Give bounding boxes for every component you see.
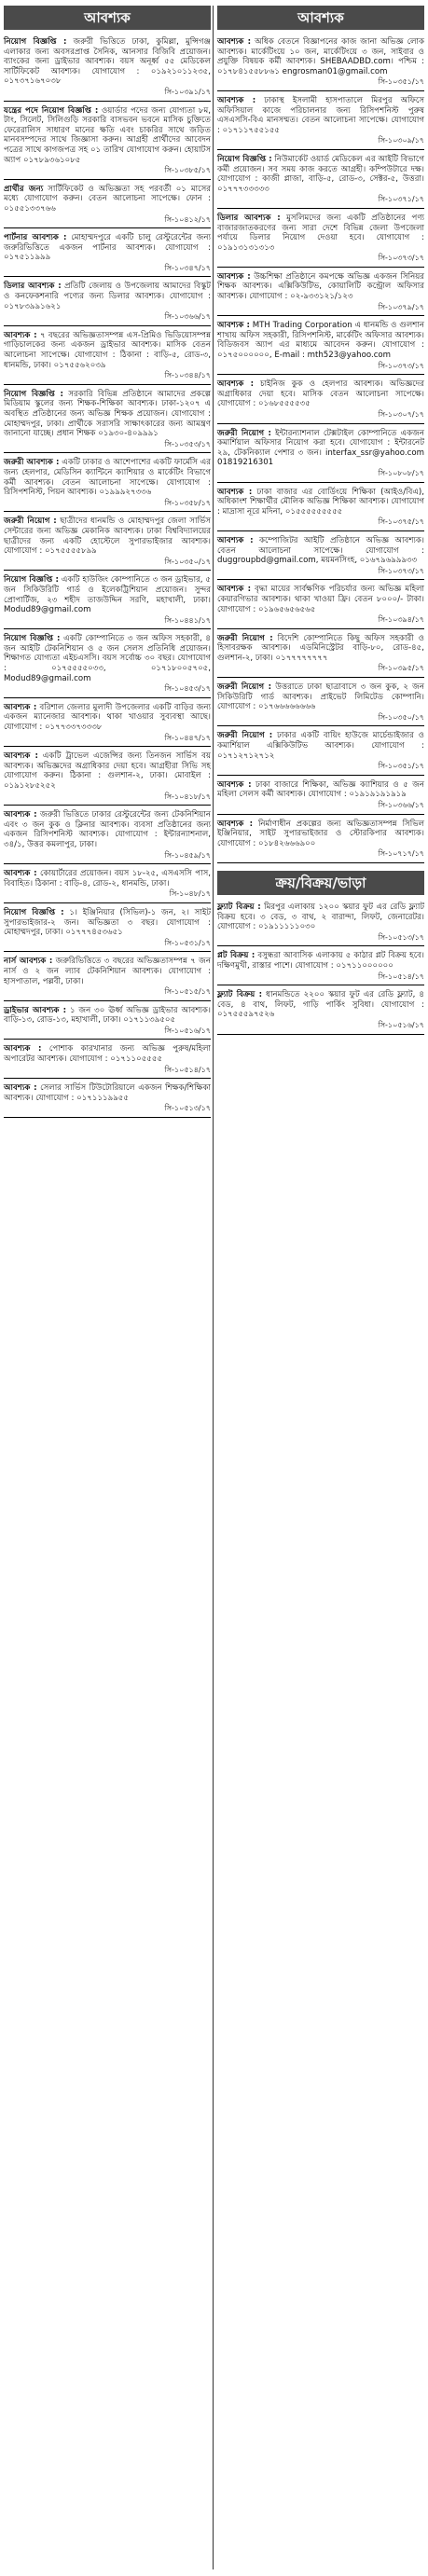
ad-lead: ডিলার আবশ্যক : xyxy=(217,213,281,223)
ad-reference: সি-১০৩৪৪/১৭ xyxy=(164,371,211,380)
ad-body: ৭ বছরের অভিজ্ঞতাসম্পন্ন এস-প্রিমিও ভিডিয়োসম্পন্ন গাড়িচালকের জন্য একজন ড্রাইভার আবশ্যক। মাসিক বেতন আলোচনা সাপেক্ষে। যোগাযোগ : ঠিকানা : বাড়ি-৫, রোড-৩, ধানমন্ডি, ঢাকা। ০১৭৫৫৬২০৩৯ xyxy=(4,330,212,370)
classified-ad xyxy=(217,534,424,580)
classified-ad xyxy=(4,701,211,747)
ad-lead: জরুরী নিয়োগ : xyxy=(217,428,271,438)
ad-reference: সি-১০৫১৩/১৭ xyxy=(164,1104,211,1113)
classified-ad xyxy=(217,901,424,946)
ad-body: অধিক বেতনে বিজ্ঞাপনের কাজ জানা অভিজ্ঞ লোক আবশ্যক। মার্কেটিংয়ে ১০ জন, মার্কেটিংয়ে ৩ জন, সাইবার ও প্রযুক্তি বিষয়ক কর্মী আবশ্যক। SHEBAADBD.com। পশ্চিম : ০১৭৮৪১৫৫৮৮৬১ engrosman01@gmail.com xyxy=(217,37,424,76)
ad-reference: সি-১০৫৩১/১৭ xyxy=(164,938,211,947)
classified-ad xyxy=(217,153,424,209)
ad-lead: জরুরী নিয়োগ : xyxy=(217,633,273,643)
ad-body: কোয়ার্টারের প্রয়োজন। বয়স ১৮-২৫, এসএসসি পাস, বিবাহিত। ঠিকানা : বাড়ি-৪, রোড-২, ধানমন্ডি, ঢাকা। xyxy=(4,869,212,889)
classified-ad xyxy=(4,329,211,385)
ad-reference: সি-১০৪৫৩/১৭ xyxy=(164,684,211,694)
ad-reference: সি-১০৩৭১/১৭ xyxy=(378,195,424,204)
classified-ad xyxy=(217,729,424,775)
ad-lead: আবশ্যক : xyxy=(217,819,254,829)
ad-body: নিউমার্কেট ওয়ার্ড মেডিকেল এর আইটি বিভাগে কর্মী প্রয়োজন। সব সময় কাজ করতে আগ্রহী। কম্পিউটারে দক্ষ। যোগাযোগ : কাজী প্লাজা, বাড়ি-৫, রোড-৩, সেক্টর-৫, উত্তরা। ০১৭৭৭৩৩৩৩৩ xyxy=(217,154,425,194)
classified-ad xyxy=(217,35,424,91)
classified-ad xyxy=(4,1004,211,1040)
ad-reference: সি-১০৩৭৩/১৭ xyxy=(378,254,424,263)
right-ads-list xyxy=(217,35,424,863)
ad-lead: জরুরী নিয়োগ : xyxy=(217,682,272,693)
ad-reference: সি-১০৩০৭/১৭ xyxy=(378,410,424,419)
classified-ad xyxy=(4,573,211,629)
ad-body: ছাত্রীদের ধানমন্ডি ও মোহাম্মদপুর জেলা সার্ভিস সেন্টারের জন্য অভিজ্ঞ মেকানিক আবশ্যক। ঢাকা বিশ্ববিদ্যালয়ের ছাত্রীদের জন্য একটি হোস্টেলে সুপারভাইজার আবশ্যক। যোগাযোগ : ০১৭৫৫৫৫৮৯৯ xyxy=(4,517,211,557)
ad-reference: সি-১০৩৭৫/১৭ xyxy=(378,517,424,527)
ad-body: বরিশাল জেলার মুলাদী উপজেলার একটি বাড়ির জন্য একজন ম্যানেজার আবশ্যক। থাকা খাওয়ার সুব্যবস্থা আছে। যোগাযোগ : ০১৭৭৩৩৭৩৩৩৮ xyxy=(4,702,211,733)
ad-body: নির্মাণাধীন প্রকল্পের জন্য অভিজ্ঞতাসম্পন্ন সিভিল ইঞ্জিনিয়ার, সাইট সুপারভাইজার ও স্টোরকিপার আবশ্যক। যোগাযোগ : ০১৮৪২৬৬৬৯০০ xyxy=(217,819,425,848)
classified-ad xyxy=(4,35,211,102)
buy-sell-rent-list xyxy=(217,901,424,1035)
ad-reference: সি-১০৩৫০/১৭ xyxy=(164,557,211,566)
classified-ad xyxy=(4,632,211,698)
ad-body: একটি কোম্পানিতে ৩ জন অফিস সহকারী, ৪ জন আইটি টেকনিশিয়ান ও ৫ জন সেলস প্রতিনিধি প্রয়োজন। শিক্ষাগত যোগ্যতা এইচএসসি। বয়স সর্বোচ্চ ৩০ বছর। যোগাযোগ : ০১৭৫৫৫৫০৩৩, ০১৭১৮০০৫৭০৫, Modud89@gmail.com xyxy=(4,634,211,683)
ad-lead: আবশ্যক : xyxy=(217,321,250,331)
ad-body: বসুন্ধরা আবাসিক এলাকায় ৫ কাঠার প্লট বিক্রয় হবে। দক্ষিণমুখী, রাস্তার পাশে। যোগাযোগ : ০১৭১১০০০০০০ xyxy=(217,951,425,971)
ad-lead: ডিলার আবশ্যক : xyxy=(4,282,62,292)
ad-body: সার্টিফিকেট ও অভিজ্ঞতা সহ পরবর্তী ০১ মাসের মধ্যে যোগাযোগ করুন। বেতন আলোচনা সাপেক্ষে। ফোন : ০১৫৫১৩৩৭৬৬ xyxy=(4,184,211,214)
ad-body: জরুরী ভিত্তিতে ঢাকা, কুমিল্লা, মুন্সিগঞ্জ এলাকার জন্য অবসরপ্রাপ্ত সৈনিক, আনসার বিজিবি প্রয়োজন। ব্যাংকের জন্য ড্রাইভার আবশ্যক। বয়স অনূর্ধ্ব ৫৫ মেডিকেল সার্টিফিকেট আবশ্যক। যোগাযোগ : ০১৯২১০১১২৩৫, ০১৭৩৭১৬৭০৩৮ xyxy=(4,37,211,87)
ad-body: মুসলিমদের জন্য একটি প্রতিষ্ঠানের পণ্য বাজারজাতকরণের জন্য সারা দেশে বিভিন্ন জেলা উপজেলা পর্যায়ে ডিলার নিয়োগ দেওয়া হবে। যোগাযোগ : ০১৯১৩১৩১৩১৩ xyxy=(217,213,425,253)
ad-reference: সি-১০৪১২/১৭ xyxy=(164,214,211,224)
ad-lead: আবশ্যক : xyxy=(4,1083,37,1094)
ad-body: ১। ইঞ্জিনিয়ার (সিভিল)-১ জন, ২। সাইট সুপারভাইজার-২ জন। অভিজ্ঞতা ৩ বছর। যোগাযোগ : মোহাম্মদপুর, ঢাকা। ০১৭৭৭৪৫৩৬৫১ xyxy=(4,907,212,938)
ad-reference: সি-১০৭১৭/১৭ xyxy=(378,849,424,859)
ad-reference: সি-১০৫১৩/১৭ xyxy=(378,932,424,942)
right-column xyxy=(217,6,424,1038)
ad-reference: সি-১০৩৫৮/১৭ xyxy=(164,498,211,507)
ad-lead: যন্ত্রের পদে নিয়োগ বিজ্ঞপ্তি : xyxy=(4,105,99,116)
ad-lead: আবশ্যক : xyxy=(4,1044,42,1054)
ad-reference: সি-১০৪১৮/১৭ xyxy=(164,792,211,801)
ad-lead: ড্রাইভার আবশ্যক : xyxy=(4,1005,67,1015)
ad-reference: সি-১০৫১৬/১৭ xyxy=(378,1020,424,1029)
classified-ad xyxy=(4,280,211,325)
ad-lead: প্লট বিক্রয় : xyxy=(217,951,255,961)
ad-reference: সি-১০৫১৬/১৭ xyxy=(164,1026,211,1035)
ad-lead: আবশ্যক : xyxy=(217,95,256,105)
classified-ad xyxy=(217,212,424,268)
ad-body: ধানমন্ডিতে ২২০০ স্কয়ার ফুট এর রেডি ফ্ল্যাট, ৪ বেড, ৪ বাথ, লিফট, গাড়ি পার্কিং সুবিধা। যোগাযোগ : ০১৭৫৫৫৯৭৫২৬ xyxy=(217,990,424,1020)
classified-ad xyxy=(217,270,424,316)
classified-ad xyxy=(217,94,424,150)
ad-body: মিরপুর এলাকায় ১২০০ স্কয়ার ফুট এর রেডি ফ্ল্যাট বিক্রয় হবে। ৩ বেড, ৩ বাথ, ২ বারান্দা, লিফট, জেনারেটর। যোগাযোগ : ০১৯১১১১১০৩০ xyxy=(217,902,424,932)
ad-lead: নিয়োগ বিজ্ঞপ্তি : xyxy=(4,37,67,47)
classified-ad xyxy=(4,183,211,228)
classified-ad xyxy=(4,1081,211,1118)
left-ads-list xyxy=(4,35,211,1118)
ad-lead: আবশ্যক : xyxy=(4,869,37,879)
ad-lead: আবশ্যক : xyxy=(217,271,251,282)
ad-reference: সি-১০৮০৮/১৭ xyxy=(378,468,424,477)
classified-ad xyxy=(217,949,424,985)
ad-body: মোহাম্মদপুরে একটি চালু রেস্টুরেন্টের জন্য জরুরিভিত্তিতে একজন পার্টনার আবশ্যক। যোগাযোগ : ০১৭৫১১৯৯৯ xyxy=(4,233,211,263)
ad-lead: জরুরী নিয়োগ : xyxy=(4,517,57,527)
ad-lead: পার্টনার আবশ্যক : xyxy=(4,233,67,243)
classified-ad xyxy=(217,583,424,628)
ad-reference: সি-১০৩৯১/১৭ xyxy=(164,87,211,96)
classified-ad xyxy=(4,456,211,512)
classified-ad xyxy=(4,750,211,806)
ad-body: পোশাক কারখানার জন্য অভিজ্ঞ পুরুষ/মহিলা অপারেটর আবশ্যক। যোগাযোগ : ০১৭১১০৫৫৫৫ xyxy=(4,1044,211,1065)
classified-ad xyxy=(4,808,211,864)
ad-reference: সি-১০৫১৫/১৭ xyxy=(164,987,211,997)
ad-lead: আবশ্যক : xyxy=(217,37,252,47)
ad-lead: নিয়োগ বিজ্ঞপ্তি : xyxy=(4,907,64,917)
classified-ad xyxy=(217,319,424,375)
ad-body: প্রতিটি জেলায় ও উপজেলায় আমাদের বিস্কুট ও কনফেকশনারি পণ্যের জন্য ডিলার আবশ্যক। যোগাযোগ : ০১৭৮৩৯৯১৬২১ xyxy=(4,282,211,311)
ad-body: ঢাকা বাজার এর বোর্ডিংয়ে শিক্ষিকা (আইও/বিএ), অধিকাংশ শিক্ষার্থীর মৌলিক অভিজ্ঞ শিক্ষিকা আবশ্যক। যোগাযোগ : মাদ্রাসা নূরে মদিনা, ০১৫৫৫৫৫৫৫৫৫ xyxy=(217,487,425,517)
ad-body: ওয়ার্ডার পদের জন্য যোগ্যতা ৮ম, টাং, সিলেট, সিলিগুড়ি সরকারি বাসভবন ভবনে মাসিক চুক্তিতে ফেরেরালিস সাধারণ মানের ক্ষতি এবং চাকরির সাথে জড়িত মানবসম্পদের সাথে জিজ্ঞাসা করুন। আগ্রহী প্রার্থীদের আবেদন পত্রের সাথে কাগজপত্র সহ ০১ তারিখ যোগাযোগ করুন। হোয়াটস অ্যাপ ০১৭৮৯৩৬১০৮৫ xyxy=(4,105,212,165)
ad-body: একটি ঢাকার ও আশেপাশের একটি ফার্মেসি এর জন্য হেলপার, মেডিসিন ক্যান্টিনে ক্যাশিয়ার ও মার্কেটিং বিভাগে কর্মী আবশ্যক। বেতন আলোচনা সাপেক্ষে। যোগাযোগ : রিসিপশনিস্ট, পিয়ন আবশ্যক। ০১৯৯৯২৭৩৩৬ xyxy=(4,458,212,498)
ad-body: একটি ট্রাভেল এজেন্সির জন্য তিনজন সার্ভিস বয় আবশ্যক। অভিজ্ঞদের অগ্রাধিকার দেয়া হবে। আগ্রহীরা সিভি সহ যোগাযোগ করুন। ঠিকানা : গুলশান-২, ঢাকা। মোবাইল : ০১৯১২৮৫২৫২ xyxy=(4,751,212,791)
classified-ad xyxy=(217,681,424,726)
ad-reference: সি-১০৩০৯/১৭ xyxy=(378,136,424,145)
ad-lead: আবশ্যক : xyxy=(217,585,252,595)
ad-reference: সি-১০৫১৪/১৭ xyxy=(378,971,424,981)
ad-body: কম্পোজিটর আইটি প্রতিষ্ঠানে অভিজ্ঞ আবশ্যক। বেতন আলোচনা সাপেক্ষে। যোগাযোগ : duggroupbd@gmail.com, ময়মনসিংহ, ০১৬৭৯৬৯৯৯৩৩ xyxy=(217,535,424,566)
ad-body: একটি হাউজিং কোম্পানিতে ৩ জন ড্রাইভার, ৫ জন সিকিউরিটি গার্ড ও ইলেকট্রিশিয়ান প্রয়োজন। সুন্দর প্রোপার্টিজ, ২৩ শহীদ তাজউদ্দিন সরণি, মহাখালী, ঢাকা। Modud89@gmail.com xyxy=(4,575,212,615)
ad-reference: সি-১০৪৫৯/১৭ xyxy=(164,850,211,860)
classified-ad xyxy=(217,427,424,483)
ad-reference: সি-১০৩৭৩/১৭ xyxy=(378,361,424,370)
ad-lead: আবশ্যক : xyxy=(217,379,255,390)
column-divider xyxy=(213,6,214,2569)
classified-ad xyxy=(4,1042,211,1079)
ad-body: বিদেশি কোম্পানিতে কিছু অফিস সহকারী ও হিসাবরক্ষক আবশ্যক। এডমিনিস্ট্রেটর বাড়ি-৮০, রোড-৪৫, গুলশান-২, ঢাকা। ০১৭৭৭৭৭৭৭৭ xyxy=(217,633,425,663)
classified-ad xyxy=(217,988,424,1034)
ad-lead: আবশ্যক : xyxy=(217,779,252,790)
ad-body: বৃদ্ধা মায়ের সার্বক্ষণিক পরিচর্যার জন্য অভিজ্ঞ মহিলা কেয়ারগিভার আবশ্যক। থাকা খাওয়া ফ্রি। বেতন ৮০০০/- টাকা। যোগাযোগ : ০১৯৬৫৬৫৬৫৬৫ xyxy=(217,585,425,614)
ad-lead: আবশ্যক : xyxy=(4,702,37,712)
ad-body: সরকারি বিভিন্ন প্রতিষ্ঠানে আমাদের প্রকল্পে মিডিয়াম স্কুলের জন্য শিক্ষক-শিক্ষিকা আবশ্যক। ঢাকা-১২০৭ এ অবস্থিত প্রতিষ্ঠানের জন্য অভিজ্ঞ শিক্ষক প্রয়োজন। যোগাযোগ : মোহাম্মদপুর, ঢাকা। প্রার্থীকে সরাসরি সাক্ষাৎকারের জন্য আমন্ত্রণ জানানো যাচ্ছে। প্রধান শিক্ষক ০১৯৩০-৪০৯৯৯১ xyxy=(4,389,211,439)
ad-lead: আবশ্যক : xyxy=(217,535,254,545)
ad-reference: সি-১০৩৮৫/১৭ xyxy=(164,166,211,175)
classified-ad xyxy=(217,378,424,423)
ad-lead: নার্স আবশ্যক : xyxy=(4,957,53,967)
ad-reference: সি-১০৪৪১/১৭ xyxy=(164,615,211,625)
classified-ad xyxy=(217,486,424,531)
ad-reference: সি-১০৩৫৩/১৭ xyxy=(164,439,211,448)
buy-sell-rent-header: ক্রয়/বিক্রয়/ভাড়া xyxy=(217,871,424,895)
ad-lead: নিয়োগ বিজ্ঞপ্তি : xyxy=(4,389,63,399)
ad-body: উত্তরাতে ঢাকা ছাত্রাবাসে ৩ জন কুক, ২ জন সিকিউরিটি গার্ড আবশ্যক। প্রাইভেট লিমিটেড কোম্পানি। যোগাযোগ : ০১৭৬৬৬৬৬৬৬৬ xyxy=(217,682,425,712)
ad-lead: আবশ্যক : xyxy=(4,330,37,340)
ad-reference: সি-১০৩৬৬/১৭ xyxy=(378,801,424,809)
ad-reference: সি-১০৩৪৭/১৭ xyxy=(164,263,211,272)
classified-ad xyxy=(4,955,211,1000)
ad-lead: ফ্ল্যাট বিক্রয় : xyxy=(217,990,263,1000)
ad-reference: সি-১০৪৪৭/১৭ xyxy=(164,733,211,742)
ad-body: ঢাকার একটি বায়িং হাউজে মার্চেন্ডাইজার ও কমার্শিয়াল এক্সিকিউটিভ আবশ্যক। যোগাযোগ : ০১৭১২৭১২৭১২ xyxy=(217,731,424,761)
ad-reference: সি-১০৩৯৪/১৭ xyxy=(378,615,424,625)
classified-ad xyxy=(4,104,211,180)
classified-ad xyxy=(4,906,211,952)
ad-body: জরুরী ভিত্তিতে ঢাকার রেস্টুরেন্টের জন্য টেকনিশিয়ান এবং ৩ জন কুক ও ক্লিনার আবশ্যক। ব্যবসা প্রতিষ্ঠানের জন্য একজন রিসিপশনিস্ট আবশ্যক। যোগাযোগ : ইন্টারন্যাশনাল, ৩৪/১, উত্তর কমলাপুর, ঢাকা। xyxy=(4,810,211,849)
classified-ad xyxy=(217,818,424,863)
classified-ad xyxy=(4,867,211,903)
ad-lead: নিয়োগ বিজ্ঞপ্তি : xyxy=(217,154,272,164)
ad-reference: সি-১০৩৫১/১৭ xyxy=(378,77,424,87)
ad-body: চাইনিজ কুক ও হেলপার আবশ্যক। অভিজ্ঞদের অগ্রাধিকার দেয়া হবে। মাসিক বেতন আলোচনা সাপেক্ষে। যোগাযোগ : ০১৬৮৫৫৫৫৩৫ xyxy=(217,379,424,409)
ad-reference: সি-১০৫১৪/১৭ xyxy=(164,1065,211,1074)
classified-ad xyxy=(4,231,211,277)
ad-lead: প্রার্থীর জন্য xyxy=(4,184,44,194)
ad-reference: সি-১০৩৯৫/১৭ xyxy=(378,664,424,673)
ad-lead: আবশ্যক : xyxy=(4,810,37,820)
ad-lead: ফ্ল্যাট বিক্রয় : xyxy=(217,902,261,912)
ad-body: ১ জন ৩০ ঊর্ধ্ব অভিজ্ঞ ড্রাইভার আবশ্যক। বাড়ি-১৩, রোড-১৩, মহাখালী, ঢাকা। ০১৭১১৩৯৫০৫ xyxy=(4,1005,211,1026)
classified-ad xyxy=(217,778,424,815)
ad-body: ঢাকাস্থ ইসলামী হাসপাতালে মিরপুর অফিসে অফিসিয়াল কাজে পরিচালনার জন্য রিসিপশনিস্ট পুরুষ এসএসসি-বিএ মানসম্মত। বেতন আলোচনা সাপেক্ষে। যোগাযোগ : ০১৭১১৭৫৫১৫৫ xyxy=(217,95,424,135)
ad-reference: সি-১০৩৭৯/১৭ xyxy=(378,302,424,311)
ad-reference: সি-১০৩৫১/১৭ xyxy=(378,762,424,771)
left-section-header: আবশ্যক xyxy=(4,6,211,30)
ad-body: উচ্চশিক্ষা প্রতিষ্ঠানে কমপক্ষে অভিজ্ঞ একজন সিনিয়র শিক্ষক আবশ্যক। এক্সিকিউটিভ, কোয়ালিটি কন্ট্রোল অফিসার আবশ্যক। যোগাযোগ : ০২-৯৩৩১২১/১২৩ xyxy=(217,271,425,302)
ad-lead: নিয়োগ বিজ্ঞপ্তি : xyxy=(4,634,61,644)
ad-reference: সি-১০৩৬৬/১৭ xyxy=(164,312,211,322)
classified-ad xyxy=(4,388,211,454)
ad-reference: সি-১০৪৮/১৭ xyxy=(169,889,211,899)
right-section-header: আবশ্যক xyxy=(217,6,424,30)
ad-lead: জরুরী নিয়োগ : xyxy=(217,731,273,741)
ad-reference: সি-১০৩৫০/১৭ xyxy=(378,712,424,722)
ad-lead: আবশ্যক : xyxy=(4,751,38,762)
ad-reference: সি-১০৩৭৩/১৭ xyxy=(378,566,424,575)
left-column xyxy=(4,6,211,1121)
ad-body: ঢাকা বাজারে শিক্ষিকা, অভিজ্ঞ ক্যাশিয়ার ও ৫ জন মহিলা সেলস কর্মী আবশ্যক। যোগাযোগ : ০১৯১৯১৯১৯১৯ xyxy=(217,779,425,800)
ad-body: MTH Trading Corporation এ ধানমন্ডি ও গুলশান শাখায় অফিস সহকারী, রিসিপশনিস্ট, মার্কেটিং অফিসার আবশ্যক। বিডিজবস অ্যাপ এর মাধ্যমে আবেদন করুন। যোগাযোগ : ০১৭৫০০০০০০, E-mail : mth523@yahoo.com xyxy=(217,321,424,361)
ad-body: জরুরিভিত্তিতে ৩ বছরের অভিজ্ঞতাসম্পন্ন ৭ জন নার্স ও ২ জন ল্যাব টেকনিশিয়ান আবশ্যক। যোগাযোগ : হাসপাতাল, পল্লবী, ঢাকা। xyxy=(4,957,211,986)
classified-ad xyxy=(4,515,211,571)
ad-body: সেলার সার্ভিস টিউটোরিয়ালে একজন শিক্ষক/শিক্ষিকা আবশ্যক। যোগাযোগ : ০১৭১১১৯৯৫৫ xyxy=(4,1083,211,1103)
classified-ad xyxy=(217,632,424,678)
ad-lead: আবশ্যক : xyxy=(217,487,253,497)
ad-lead: নিয়োগ বিজ্ঞপ্তি : xyxy=(4,575,59,585)
ad-lead: জরুরী আবশ্যক : xyxy=(4,458,60,468)
ad-body: ইন্টারন্যাশনাল টেক্সটাইল কোম্পানিতে একজন কমার্শিয়াল অফিসার নিয়োগ করা হবে। যোগাযোগ : ইন্টারনেট ২৯, টেকনিক্যাল পেশার ৩ জন। interfax_ssr@yahoo.com 01819216301 xyxy=(217,428,424,468)
